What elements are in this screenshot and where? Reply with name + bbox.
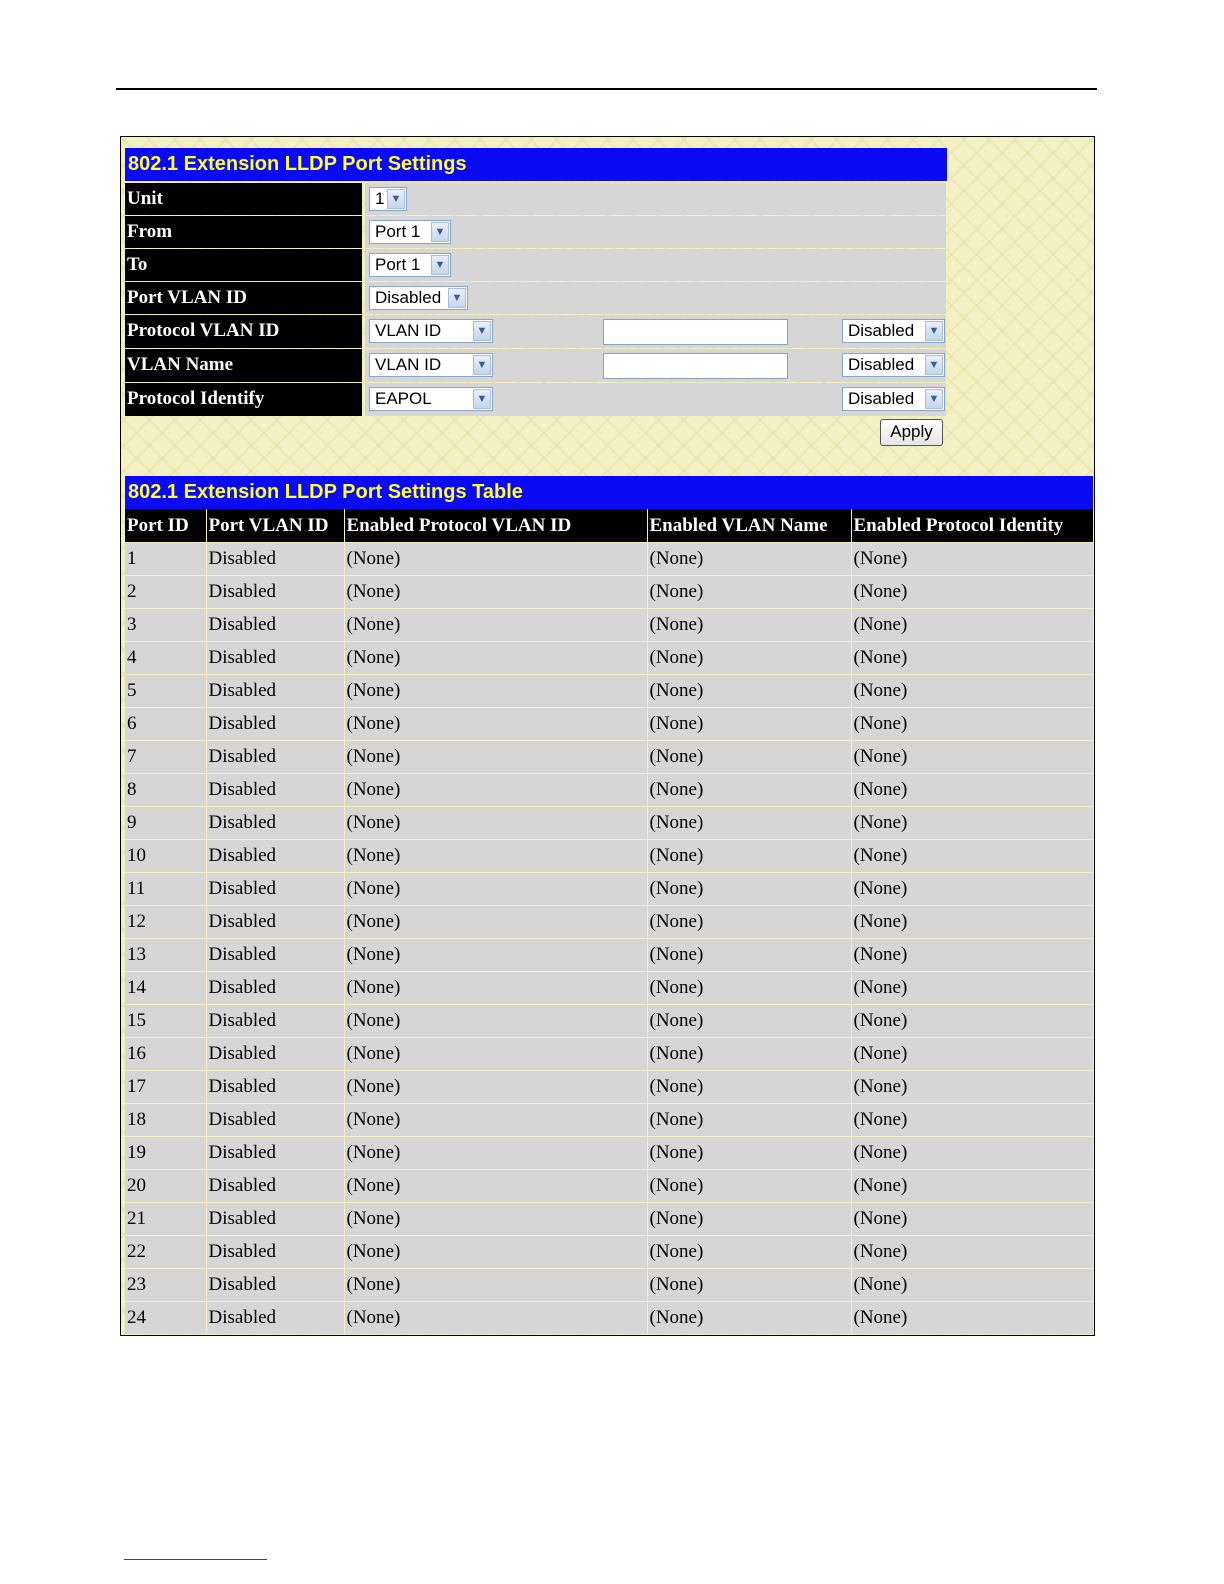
protocol-vlan-id-row (125, 315, 946, 348)
cell-port-id: 19 (125, 1137, 206, 1170)
chevron-down-icon: ▼ (925, 355, 943, 375)
cell-vlan-name: (None) (647, 807, 851, 840)
cell-protocol-identity: (None) (851, 774, 1093, 807)
unit-select[interactable]: 1 ▼ (369, 187, 407, 211)
table-row (125, 1038, 1093, 1071)
cell-vlan-name: (None) (647, 840, 851, 873)
cell-protocol-identity: (None) (851, 939, 1093, 972)
table-row (125, 1005, 1093, 1038)
cell-protocol-identity: (None) (851, 906, 1093, 939)
cell-port-vlan-id: Disabled (206, 873, 344, 906)
cell-protocol-identity: (None) (851, 1071, 1093, 1104)
cell-protocol-identity: (None) (851, 1137, 1093, 1170)
cell-port-vlan-id: Disabled (206, 642, 344, 675)
cell-port-id: 12 (125, 906, 206, 939)
cell-protocol-vlan-id: (None) (344, 1269, 647, 1302)
port-vlan-id-row (125, 282, 946, 314)
cell-port-vlan-id: Disabled (206, 1071, 344, 1104)
vlan-name-state-select[interactable]: Disabled ▼ (842, 353, 945, 377)
from-port-select[interactable]: Port 1 ▼ (369, 220, 451, 244)
cell-port-id: 18 (125, 1104, 206, 1137)
footer-link-underline (124, 1559, 267, 1560)
cell-protocol-vlan-id: (None) (344, 543, 647, 576)
cell-port-vlan-id: Disabled (206, 906, 344, 939)
cell-port-vlan-id: Disabled (206, 1269, 344, 1302)
cell-port-vlan-id: Disabled (206, 1236, 344, 1269)
cell-protocol-vlan-id: (None) (344, 576, 647, 609)
table-row (125, 807, 1093, 840)
lldp-settings-panel (120, 136, 1095, 1336)
table-row (125, 774, 1093, 807)
chevron-down-icon: ▼ (473, 321, 491, 341)
chevron-down-icon: ▼ (448, 288, 466, 308)
cell-protocol-vlan-id: (None) (344, 1005, 647, 1038)
cell-port-id: 7 (125, 741, 206, 774)
table-title: 802.1 Extension LLDP Port Settings Table (125, 476, 1093, 509)
header-enabled-protocol-vlan-id: Enabled Protocol VLAN ID (344, 509, 647, 543)
chevron-down-icon: ▼ (431, 255, 449, 275)
cell-port-vlan-id: Disabled (206, 939, 344, 972)
header-port-vlan-id: Port VLAN ID (206, 509, 344, 543)
cell-protocol-vlan-id: (None) (344, 1203, 647, 1236)
cell-port-vlan-id: Disabled (206, 675, 344, 708)
cell-port-id: 23 (125, 1269, 206, 1302)
cell-protocol-identity: (None) (851, 642, 1093, 675)
settings-title: 802.1 Extension LLDP Port Settings (125, 148, 947, 181)
apply-button[interactable]: Apply (880, 419, 943, 446)
cell-vlan-name: (None) (647, 576, 851, 609)
cell-protocol-identity: (None) (851, 1269, 1093, 1302)
to-label: To (125, 249, 362, 281)
unit-row (125, 183, 946, 215)
cell-vlan-name: (None) (647, 1038, 851, 1071)
table-row (125, 1269, 1093, 1302)
table-body (125, 543, 1093, 1335)
cell-port-vlan-id: Disabled (206, 840, 344, 873)
cell-protocol-vlan-id: (None) (344, 609, 647, 642)
cell-protocol-identity: (None) (851, 1104, 1093, 1137)
page-top-rule (116, 88, 1097, 90)
vlan-name-row (125, 349, 946, 382)
table-row (125, 609, 1093, 642)
table-row (125, 840, 1093, 873)
cell-protocol-vlan-id: (None) (344, 1137, 647, 1170)
chevron-down-icon: ▼ (387, 189, 405, 209)
cell-port-id: 2 (125, 576, 206, 609)
cell-protocol-identity: (None) (851, 807, 1093, 840)
chevron-down-icon: ▼ (925, 321, 943, 341)
protocol-identify-label: Protocol Identify (125, 383, 362, 416)
cell-protocol-identity: (None) (851, 1203, 1093, 1236)
vlan-name-label: VLAN Name (125, 349, 362, 382)
table-row (125, 1236, 1093, 1269)
cell-port-vlan-id: Disabled (206, 1104, 344, 1137)
cell-protocol-identity: (None) (851, 708, 1093, 741)
port-settings-table (125, 509, 1094, 1334)
table-row (125, 1071, 1093, 1104)
cell-port-id: 15 (125, 1005, 206, 1038)
cell-port-vlan-id: Disabled (206, 972, 344, 1005)
cell-vlan-name: (None) (647, 1269, 851, 1302)
cell-port-id: 22 (125, 1236, 206, 1269)
cell-protocol-vlan-id: (None) (344, 1038, 647, 1071)
chevron-down-icon: ▼ (473, 355, 491, 375)
cell-protocol-vlan-id: (None) (344, 1170, 647, 1203)
cell-port-vlan-id: Disabled (206, 576, 344, 609)
vlan-name-type-select[interactable]: VLAN ID ▼ (369, 353, 493, 377)
from-label: From (125, 216, 362, 248)
protocol-vlan-id-state-select[interactable]: Disabled ▼ (842, 319, 945, 343)
protocol-vlan-id-type-select[interactable]: VLAN ID ▼ (369, 319, 493, 343)
cell-port-id: 8 (125, 774, 206, 807)
cell-protocol-identity: (None) (851, 741, 1093, 774)
vlan-name-input[interactable] (603, 353, 788, 379)
table-row (125, 741, 1093, 774)
header-enabled-vlan-name: Enabled VLAN Name (647, 509, 851, 543)
protocol-vlan-id-label: Protocol VLAN ID (125, 315, 362, 348)
cell-port-vlan-id: Disabled (206, 1170, 344, 1203)
cell-vlan-name: (None) (647, 1005, 851, 1038)
cell-vlan-name: (None) (647, 1170, 851, 1203)
chevron-down-icon: ▼ (925, 389, 943, 409)
table-row (125, 675, 1093, 708)
table-row (125, 1170, 1093, 1203)
header-port-id: Port ID (125, 509, 206, 543)
cell-protocol-identity: (None) (851, 873, 1093, 906)
cell-protocol-vlan-id: (None) (344, 675, 647, 708)
cell-vlan-name: (None) (647, 1071, 851, 1104)
cell-protocol-identity: (None) (851, 1236, 1093, 1269)
cell-port-id: 20 (125, 1170, 206, 1203)
table-row (125, 576, 1093, 609)
unit-label: Unit (125, 183, 362, 215)
cell-port-vlan-id: Disabled (206, 1137, 344, 1170)
table-row (125, 642, 1093, 675)
cell-protocol-vlan-id: (None) (344, 873, 647, 906)
cell-vlan-name: (None) (647, 972, 851, 1005)
cell-protocol-vlan-id: (None) (344, 741, 647, 774)
header-enabled-protocol-identity: Enabled Protocol Identity (851, 509, 1093, 543)
cell-vlan-name: (None) (647, 1203, 851, 1236)
cell-vlan-name: (None) (647, 906, 851, 939)
table-row (125, 939, 1093, 972)
chevron-down-icon: ▼ (473, 389, 491, 409)
cell-port-vlan-id: Disabled (206, 1302, 344, 1335)
to-row (125, 249, 946, 281)
cell-vlan-name: (None) (647, 675, 851, 708)
cell-port-vlan-id: Disabled (206, 609, 344, 642)
cell-vlan-name: (None) (647, 774, 851, 807)
table-row (125, 1302, 1093, 1335)
cell-protocol-identity: (None) (851, 1170, 1093, 1203)
cell-port-id: 13 (125, 939, 206, 972)
cell-protocol-vlan-id: (None) (344, 1236, 647, 1269)
table-row (125, 972, 1093, 1005)
cell-protocol-identity: (None) (851, 1005, 1093, 1038)
cell-port-vlan-id: Disabled (206, 543, 344, 576)
table-row (125, 1104, 1093, 1137)
cell-protocol-identity: (None) (851, 609, 1093, 642)
table-header-row (125, 509, 1093, 543)
cell-port-vlan-id: Disabled (206, 741, 344, 774)
cell-vlan-name: (None) (647, 741, 851, 774)
cell-protocol-vlan-id: (None) (344, 939, 647, 972)
table-row (125, 906, 1093, 939)
cell-vlan-name: (None) (647, 1104, 851, 1137)
cell-port-id: 21 (125, 1203, 206, 1236)
cell-protocol-identity: (None) (851, 1038, 1093, 1071)
cell-port-id: 16 (125, 1038, 206, 1071)
cell-protocol-identity: (None) (851, 675, 1093, 708)
cell-port-id: 6 (125, 708, 206, 741)
cell-protocol-identity: (None) (851, 576, 1093, 609)
cell-port-vlan-id: Disabled (206, 1038, 344, 1071)
cell-port-id: 14 (125, 972, 206, 1005)
cell-port-id: 3 (125, 609, 206, 642)
cell-vlan-name: (None) (647, 543, 851, 576)
port-vlan-id-select[interactable]: Disabled ▼ (369, 286, 468, 310)
cell-port-id: 9 (125, 807, 206, 840)
cell-port-vlan-id: Disabled (206, 1203, 344, 1236)
cell-protocol-vlan-id: (None) (344, 840, 647, 873)
protocol-vlan-id-input[interactable] (603, 319, 788, 345)
table-row (125, 1203, 1093, 1236)
cell-port-vlan-id: Disabled (206, 708, 344, 741)
cell-protocol-vlan-id: (None) (344, 1104, 647, 1137)
cell-protocol-identity: (None) (851, 1302, 1093, 1335)
cell-port-vlan-id: Disabled (206, 774, 344, 807)
cell-vlan-name: (None) (647, 1302, 851, 1335)
cell-port-id: 11 (125, 873, 206, 906)
cell-vlan-name: (None) (647, 609, 851, 642)
cell-vlan-name: (None) (647, 642, 851, 675)
table-row (125, 543, 1093, 576)
from-row (125, 216, 946, 248)
cell-protocol-vlan-id: (None) (344, 1302, 647, 1335)
cell-protocol-identity: (None) (851, 840, 1093, 873)
cell-vlan-name: (None) (647, 708, 851, 741)
cell-protocol-vlan-id: (None) (344, 972, 647, 1005)
cell-port-vlan-id: Disabled (206, 1005, 344, 1038)
cell-vlan-name: (None) (647, 873, 851, 906)
protocol-identify-row (125, 383, 946, 416)
cell-port-id: 10 (125, 840, 206, 873)
cell-port-id: 5 (125, 675, 206, 708)
table-row (125, 873, 1093, 906)
cell-port-id: 24 (125, 1302, 206, 1335)
port-vlan-id-label: Port VLAN ID (125, 282, 362, 314)
cell-port-vlan-id: Disabled (206, 807, 344, 840)
cell-protocol-vlan-id: (None) (344, 807, 647, 840)
table-row (125, 1137, 1093, 1170)
cell-port-id: 1 (125, 543, 206, 576)
table-row (125, 708, 1093, 741)
cell-protocol-vlan-id: (None) (344, 906, 647, 939)
cell-protocol-vlan-id: (None) (344, 708, 647, 741)
cell-protocol-identity: (None) (851, 543, 1093, 576)
to-port-select[interactable]: Port 1 ▼ (369, 253, 451, 277)
protocol-identify-state-select[interactable]: Disabled ▼ (842, 387, 945, 411)
cell-protocol-vlan-id: (None) (344, 642, 647, 675)
cell-vlan-name: (None) (647, 1137, 851, 1170)
cell-protocol-identity: (None) (851, 972, 1093, 1005)
chevron-down-icon: ▼ (431, 222, 449, 242)
cell-port-id: 17 (125, 1071, 206, 1104)
protocol-identify-type-select[interactable]: EAPOL ▼ (369, 387, 493, 411)
cell-port-id: 4 (125, 642, 206, 675)
cell-vlan-name: (None) (647, 939, 851, 972)
cell-vlan-name: (None) (647, 1236, 851, 1269)
cell-protocol-vlan-id: (None) (344, 1071, 647, 1104)
cell-protocol-vlan-id: (None) (344, 774, 647, 807)
